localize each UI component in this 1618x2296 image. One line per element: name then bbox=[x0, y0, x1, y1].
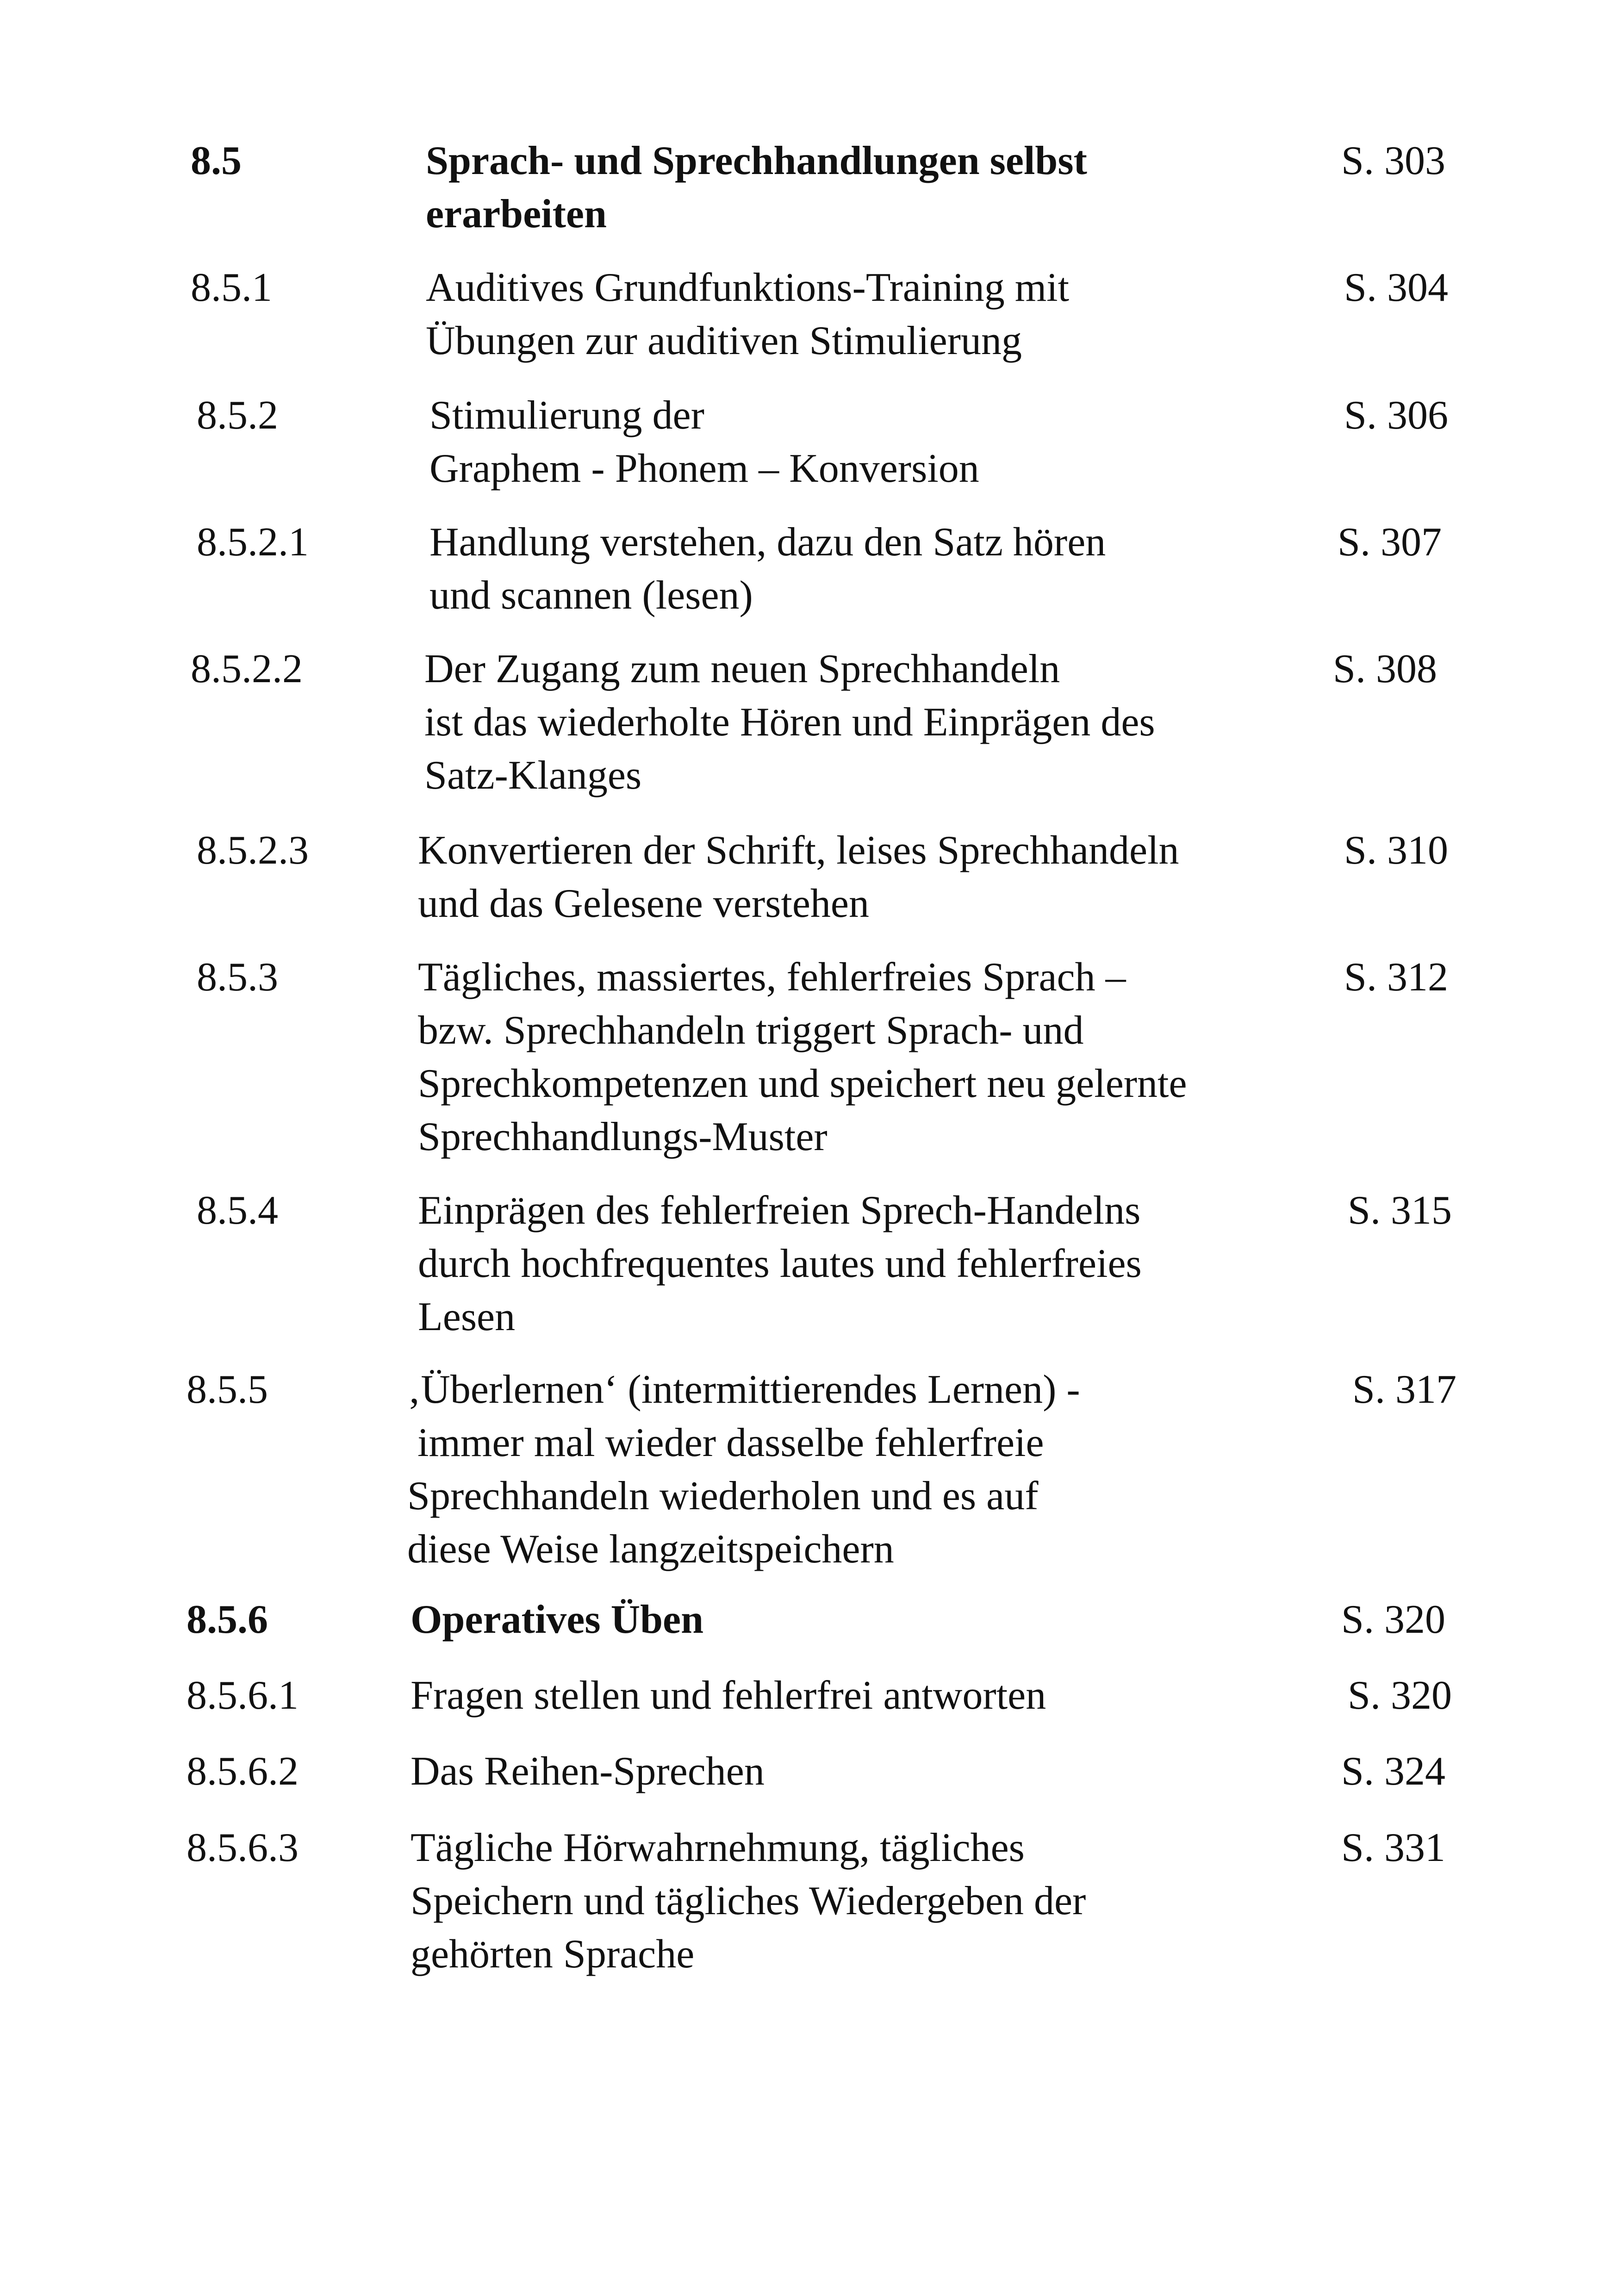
toc-entry-title-line: Einprägen des fehlerfreien Sprech-Handelns bbox=[418, 1188, 1141, 1233]
toc-entry-title bbox=[418, 824, 1179, 930]
toc-entry-page: S. 308 bbox=[1333, 647, 1437, 691]
toc-entry-title-line: bzw. Sprechhandeln triggert Sprach- und bbox=[418, 1008, 1084, 1053]
toc-entry-title bbox=[407, 1363, 1080, 1576]
toc-entry-number: 8.5.1 bbox=[191, 265, 272, 310]
toc-entry-title-line: und scannen (lesen) bbox=[429, 573, 753, 618]
toc-entry-title-line: Sprechkompetenzen und speichert neu gelernte bbox=[418, 1061, 1187, 1106]
toc-entry-title-line: Stimulierung der bbox=[429, 393, 704, 438]
toc-entry-title-line: Das Reihen-Sprechen bbox=[411, 1749, 765, 1794]
toc-entry-page: S. 303 bbox=[1341, 138, 1445, 183]
toc-entry-title bbox=[424, 642, 1155, 802]
toc-entry-page: S. 312 bbox=[1344, 955, 1448, 1000]
toc-entry-title-line: erarbeiten bbox=[426, 192, 607, 236]
toc-entry-page: S. 307 bbox=[1338, 520, 1442, 565]
toc-entry-title-line: Handlung verstehen, dazu den Satz hören bbox=[429, 520, 1106, 565]
toc-entry-title-line: Übungen zur auditiven Stimulierung bbox=[426, 318, 1022, 363]
toc-entry-title bbox=[411, 1669, 1046, 1722]
toc-entry-page: S. 310 bbox=[1344, 828, 1448, 873]
toc-entry-page: S. 331 bbox=[1341, 1825, 1445, 1870]
toc-entry-number: 8.5.3 bbox=[197, 955, 278, 1000]
toc-entry-page: S. 324 bbox=[1341, 1749, 1445, 1794]
toc-entry-number: 8.5.6.2 bbox=[187, 1749, 299, 1794]
toc-entry-title bbox=[418, 951, 1187, 1164]
toc-entry-page: S. 304 bbox=[1344, 265, 1448, 310]
toc-entry-title bbox=[426, 261, 1069, 367]
toc-entry-title bbox=[429, 516, 1106, 622]
toc-entry-title-line: Graphem - Phonem – Konversion bbox=[429, 446, 979, 491]
toc-entry-number: 8.5.2.3 bbox=[197, 828, 309, 873]
toc-entry-title-line: Auditives Grundfunktions-Training mit bbox=[426, 265, 1070, 310]
toc-entry-title bbox=[411, 1821, 1086, 1981]
toc-entry-title bbox=[429, 389, 979, 495]
toc-entry-title-line: ist das wiederholte Hören und Einprägen des bbox=[424, 700, 1155, 745]
toc-entry-page: S. 315 bbox=[1348, 1188, 1452, 1233]
toc-entry-number: 8.5.6.3 bbox=[187, 1825, 299, 1870]
toc-entry-title-line: Lesen bbox=[418, 1294, 516, 1339]
toc-entry-title bbox=[418, 1184, 1142, 1344]
toc-entry-title-line: Der Zugang zum neuen Sprechhandeln bbox=[424, 647, 1060, 691]
toc-entry-page: S. 320 bbox=[1341, 1597, 1445, 1642]
toc-entry-title bbox=[411, 1745, 765, 1798]
toc-entry-title-line: Tägliches, massiertes, fehlerfreies Sprach – bbox=[418, 955, 1126, 1000]
toc-entry-number: 8.5.2 bbox=[197, 393, 278, 438]
toc-entry-title-line: durch hochfrequentes lautes und fehlerfreies bbox=[418, 1241, 1142, 1286]
toc-entry-title-line: Sprach- und Sprechhandlungen selbst bbox=[426, 138, 1087, 183]
toc-entry-number: 8.5 bbox=[191, 138, 242, 183]
toc-entry-number: 8.5.6 bbox=[187, 1597, 268, 1642]
toc-entry-title-line: diese Weise langzeitspeichern bbox=[407, 1527, 894, 1572]
toc-entry-title-line: gehörten Sprache bbox=[411, 1932, 695, 1977]
toc-entry-title-line: ‚Überlernen‘ (intermittierendes Lernen) - bbox=[407, 1367, 1080, 1412]
toc-entry-page: S. 306 bbox=[1344, 393, 1448, 438]
toc-entry-number: 8.5.2.1 bbox=[197, 520, 309, 565]
toc-entry-title-line: immer mal wieder dasselbe fehlerfreie bbox=[407, 1420, 1044, 1465]
toc-entry-number: 8.5.6.1 bbox=[187, 1673, 299, 1718]
toc-entry-number: 8.5.5 bbox=[187, 1367, 268, 1412]
toc-entry-title-line: Tägliche Hörwahrnehmung, tägliches bbox=[411, 1825, 1025, 1870]
toc-entry-title-line: Sprechhandlungs-Muster bbox=[418, 1114, 828, 1159]
toc-entry-title-line: Sprechhandeln wiederholen und es auf bbox=[407, 1474, 1039, 1518]
toc-entry-page: S. 317 bbox=[1352, 1367, 1456, 1412]
toc-entry-title bbox=[426, 134, 1087, 241]
toc-entry-title-line: Speichern und tägliches Wiedergeben der bbox=[411, 1879, 1086, 1923]
toc-entry-number: 8.5.2.2 bbox=[191, 647, 303, 691]
toc-entry-title bbox=[411, 1593, 703, 1646]
toc-entry-title-line: und das Gelesene verstehen bbox=[418, 881, 869, 926]
toc-entry-number: 8.5.4 bbox=[197, 1188, 278, 1233]
toc-entry-title-line: Operatives Üben bbox=[411, 1597, 704, 1642]
toc-entry-title-line: Konvertieren der Schrift, leises Sprechhandeln bbox=[418, 828, 1179, 873]
toc-entry-title-line: Satz-Klanges bbox=[424, 753, 642, 798]
toc-entry-title-line: Fragen stellen und fehlerfrei antworten bbox=[411, 1673, 1046, 1718]
toc-entry-page: S. 320 bbox=[1348, 1673, 1452, 1718]
